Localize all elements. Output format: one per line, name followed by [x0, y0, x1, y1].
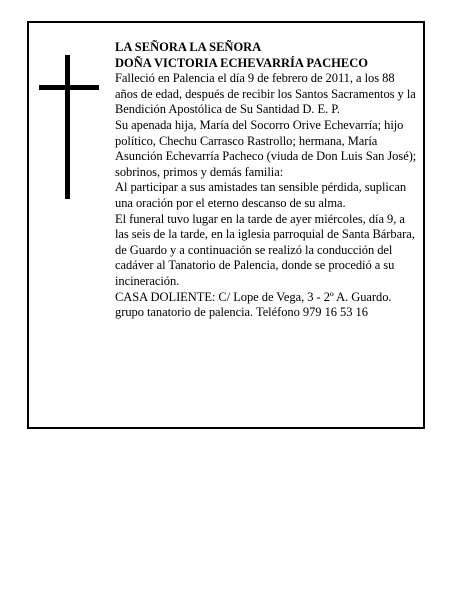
cross-horizontal-bar — [39, 85, 99, 90]
request-paragraph: Al participar a sus amistades tan sensible pérdida, suplican una oración por el eterno descanso de su alma. — [115, 180, 407, 210]
family-paragraph: Su apenada hija, María del Socorro Orive Echevarría; hijo político, Chechu Carrasco Rastrollo; hermana, María Asunción Echevarría Pacheco (viuda de Don Luis San José); sobrinos, primos y demás familia: — [115, 117, 417, 179]
house-paragraph: CASA DOLIENTE: C/ Lope de Vega, 3 - 2º A. Guardo. — [115, 289, 392, 304]
obituary-text — [115, 40, 419, 321]
funeral-paragraph: El funeral tuvo lugar en la tarde de ayer miércoles, día 9, a las seis de la tarde, en la iglesia parroquial de Santa Bárbara, de Guardo y a continuación se realizó la conducción del cadáver al Tanatorio de Palencia, donde se procedió a su incineración. — [115, 211, 415, 288]
deceased-name: DOÑA VICTORIA ECHEVARRÍA PACHECO — [115, 55, 368, 70]
obituary-notice — [27, 21, 425, 429]
heading-line-1: LA SEÑORA LA SEÑORA — [115, 40, 262, 54]
death-paragraph: Falleció en Palencia el día 9 de febrero de 2011, a los 88 años de edad, después de recibir los Santos Sacramentos y la Bendición Apostólica de Su Santidad D. E. P. — [115, 71, 416, 117]
cross-vertical-bar — [65, 55, 70, 199]
contact-paragraph: grupo tanatorio de palencia. Teléfono 979 16 53 16 — [115, 305, 368, 320]
cross-icon — [39, 55, 99, 199]
